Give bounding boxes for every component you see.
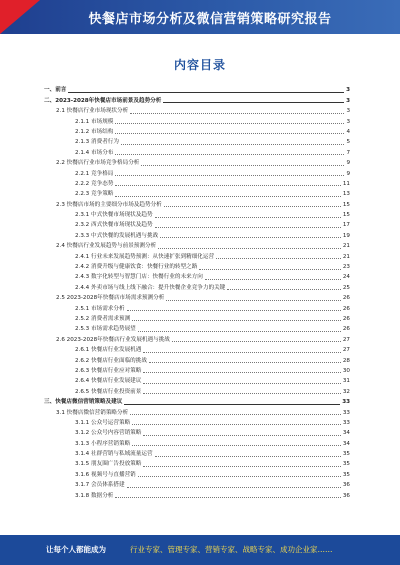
toc-entry-label: 3.1.8 数据分析 — [75, 492, 114, 499]
toc-entry-label: 2.2.1 竞争格局 — [75, 170, 114, 177]
toc-entry[interactable] — [44, 396, 350, 406]
toc-entry-page: 35 — [342, 461, 350, 468]
toc-entry-label: 三、快餐店微信营销策略及建议 — [44, 399, 123, 406]
toc-entry[interactable] — [44, 146, 350, 156]
toc-entry-page: 3 — [346, 108, 350, 115]
toc-leader-dots — [155, 217, 341, 218]
toc-entry[interactable] — [44, 281, 350, 291]
toc-entry-page: 33 — [342, 419, 350, 426]
toc-leader-dots — [158, 248, 341, 249]
toc-entry[interactable] — [44, 427, 350, 437]
toc-entry[interactable] — [44, 468, 350, 478]
toc-leader-dots — [115, 133, 344, 134]
toc-entry-page: 3 — [346, 97, 350, 104]
toc-entry[interactable] — [44, 136, 350, 146]
toc-entry-label: 2.3 快餐店市场的主要细分市场及趋势分析 — [56, 201, 162, 208]
toc-leader-dots — [143, 352, 341, 353]
toc-leader-dots — [227, 289, 341, 290]
toc-entry[interactable] — [44, 271, 350, 281]
toc-entry[interactable] — [44, 126, 350, 136]
toc-entry-page: 23 — [342, 264, 350, 271]
toc-entry-page: 30 — [342, 367, 350, 374]
toc-entry-page: 34 — [342, 440, 350, 447]
toc-entry[interactable] — [44, 84, 350, 94]
toc-entry-label: 2.3.2 西式快餐市场现状及趋势 — [75, 222, 153, 229]
toc-leader-dots — [205, 279, 341, 280]
toc-entry-page: 27 — [342, 347, 350, 354]
toc-entry-page: 26 — [342, 315, 350, 322]
toc-entry[interactable] — [44, 489, 350, 499]
toc-leader-dots — [164, 206, 341, 207]
toc-leader-dots — [115, 196, 340, 197]
footer-slogan-left: 让每个人都能成为 — [46, 545, 106, 554]
toc-entry[interactable] — [44, 157, 350, 167]
toc-entry-label: 2.5.1 市场需求分析 — [75, 305, 125, 312]
toc-entry[interactable] — [44, 198, 350, 208]
toc-entry[interactable] — [44, 417, 350, 427]
toc-entry-page: 35 — [342, 451, 350, 458]
toc-entry-page: 26 — [342, 326, 350, 333]
toc-entry[interactable] — [44, 94, 350, 104]
toc-entry-page: 24 — [342, 274, 350, 281]
toc-entry-label: 2.2.3 竞争策略 — [75, 191, 114, 198]
toc-entry[interactable] — [44, 385, 350, 395]
toc-entry-label: 2.2.2 竞争态势 — [75, 180, 114, 187]
toc-entry[interactable] — [44, 458, 350, 468]
toc-leader-dots — [115, 154, 344, 155]
toc-leader-dots — [160, 237, 341, 238]
toc-entry[interactable] — [44, 437, 350, 447]
toc-leader-dots — [149, 362, 341, 363]
toc-entry[interactable] — [44, 448, 350, 458]
toc-entry[interactable] — [44, 105, 350, 115]
toc-entry[interactable] — [44, 261, 350, 271]
toc-entry-page: 7 — [346, 149, 350, 156]
toc-entry[interactable] — [44, 250, 350, 260]
toc-leader-dots — [143, 372, 341, 373]
toc-leader-dots — [68, 92, 344, 93]
toc-entry[interactable] — [44, 375, 350, 385]
toc-entry-page: 34 — [342, 430, 350, 437]
toc-entry-page: 25 — [342, 284, 350, 291]
toc-leader-dots — [115, 175, 344, 176]
toc-leader-dots — [216, 258, 341, 259]
toc-entry-label: 2.3.3 中式快餐的发展机遇与挑战 — [75, 232, 159, 239]
toc-entry-label: 2.1 快餐店行业市场现状分析 — [56, 108, 129, 115]
toc-leader-dots — [143, 393, 341, 394]
header-banner — [0, 0, 400, 34]
toc-entry-label: 3.1.1 公众号运营策略 — [75, 419, 131, 426]
toc-entry-label: 2.1.1 市场规模 — [75, 118, 114, 125]
toc-entry[interactable] — [44, 292, 350, 302]
toc-entry-label: 2.5.3 市场需求趋势展望 — [75, 326, 136, 333]
toc-entry-label: 2.4.3 数字化转型与智慧门店：快餐行业的未来方向 — [75, 274, 203, 281]
footer-banner — [0, 535, 400, 565]
toc-entry[interactable] — [44, 240, 350, 250]
toc-entry-label: 2.2 快餐店行业市场竞争格局分析 — [56, 160, 140, 167]
toc-entry-page: 36 — [342, 482, 350, 489]
toc-leader-dots — [115, 185, 340, 186]
toc-leader-dots — [130, 113, 344, 114]
toc-leader-dots — [115, 497, 340, 498]
toc-entry-page: 17 — [342, 222, 350, 229]
toc-entry-page: 3 — [346, 87, 350, 94]
toc-leader-dots — [127, 487, 341, 488]
toc-entry-label: 2.6.5 快餐店行业投资前景 — [75, 388, 142, 395]
toc-entry-label: 3.1.4 社群营销与私域流量运营 — [75, 451, 153, 458]
toc-entry[interactable] — [44, 302, 350, 312]
toc-entry-label: 2.5 2023-2028年快餐店市场需求预测分析 — [56, 295, 165, 302]
toc-entry-page: 33 — [342, 399, 350, 406]
toc-leader-dots — [132, 320, 341, 321]
toc-leader-dots — [199, 269, 341, 270]
toc-entry-page: 21 — [342, 253, 350, 260]
toc-leader-dots — [155, 227, 341, 228]
toc-entry-page: 31 — [342, 378, 350, 385]
toc-entry[interactable] — [44, 479, 350, 489]
toc-entry-label: 2.3.1 中式快餐市场现状及趋势 — [75, 212, 153, 219]
toc-entry-page: 5 — [346, 139, 350, 146]
toc-entry[interactable] — [44, 178, 350, 188]
toc-entry-page: 11 — [342, 180, 350, 187]
toc-entry-label: 2.6.3 快餐店行业应对策略 — [75, 367, 142, 374]
toc-leader-dots — [155, 456, 341, 457]
toc-leader-dots — [115, 123, 344, 124]
toc-entry-label: 2.4 快餐店行业发展趋势与前景预测分析 — [56, 243, 157, 250]
toc-leader-dots — [143, 383, 341, 384]
toc-entry-label: 2.6.1 快餐店行业发展机遇 — [75, 347, 142, 354]
toc-entry-page: 26 — [342, 305, 350, 312]
toc-entry-page: 9 — [346, 170, 350, 177]
toc-leader-dots — [172, 341, 341, 342]
toc-entry-page: 35 — [342, 471, 350, 478]
toc-entry-label: 二、2023-2028年快餐店市场前景及趋势分析 — [44, 97, 162, 104]
toc-entry[interactable] — [44, 344, 350, 354]
toc-entry-label: 2.1.2 市场结构 — [75, 128, 114, 135]
toc-entry[interactable] — [44, 333, 350, 343]
toc-leader-dots — [138, 476, 341, 477]
toc-leader-dots — [141, 165, 344, 166]
toc-entry-label: 3.1.3 小程序营销策略 — [75, 440, 131, 447]
toc-entry-label: 一、前言 — [44, 87, 67, 94]
toc-leader-dots — [166, 300, 341, 301]
toc-entry[interactable] — [44, 167, 350, 177]
toc-entry[interactable] — [44, 115, 350, 125]
toc-entry-label: 2.4.1 行业未来发展趋势预测：从快速扩张到精细化运营 — [75, 253, 215, 260]
toc-entry-label: 3.1.6 视频号与直播营销 — [75, 471, 136, 478]
toc-entry[interactable] — [44, 229, 350, 239]
toc-entry-label: 2.6.2 快餐店行业面临的挑战 — [75, 357, 147, 364]
toc-entry-label: 2.6.4 快餐店行业发展建议 — [75, 378, 142, 385]
toc-entry[interactable] — [44, 219, 350, 229]
toc-entry[interactable] — [44, 313, 350, 323]
toc-entry-page: 19 — [342, 232, 350, 239]
table-of-contents — [44, 84, 350, 500]
toc-leader-dots — [121, 144, 344, 145]
toc-entry-page: 15 — [342, 201, 350, 208]
toc-entry-page: 32 — [342, 388, 350, 395]
toc-leader-dots — [132, 445, 341, 446]
toc-entry-page: 13 — [342, 191, 350, 198]
toc-leader-dots — [124, 404, 340, 405]
toc-entry-label: 2.1.4 市场分布 — [75, 149, 114, 156]
toc-entry-label: 3.1 快餐店微信营销策略分析 — [56, 409, 129, 416]
toc-entry-label: 2.4.4 外卖市场与线上线下融合：提升快餐企业竞争力的关键 — [75, 284, 226, 291]
toc-entry-label: 3.1.2 公众号内容营销策略 — [75, 430, 142, 437]
toc-leader-dots — [127, 310, 341, 311]
toc-entry-page: 21 — [342, 243, 350, 250]
toc-entry-page: 28 — [342, 357, 350, 364]
toc-leader-dots — [163, 102, 344, 103]
toc-entry-page: 9 — [346, 160, 350, 167]
report-title: 快餐店市场分析及微信营销策略研究报告 — [88, 12, 332, 27]
toc-entry-label: 2.6 2023-2028年快餐店行业发展机遇与挑战 — [56, 336, 170, 343]
toc-heading: 内容目录 — [173, 58, 226, 72]
toc-entry-label: 2.1.3 消费者行为 — [75, 139, 119, 146]
toc-entry-label: 3.1.7 会员体系搭建 — [75, 482, 125, 489]
toc-entry-page: 4 — [346, 128, 350, 135]
toc-entry-page: 27 — [342, 336, 350, 343]
toc-entry[interactable] — [44, 406, 350, 416]
toc-leader-dots — [143, 435, 341, 436]
toc-entry-page: 33 — [342, 409, 350, 416]
toc-entry[interactable] — [44, 209, 350, 219]
toc-leader-dots — [143, 466, 341, 467]
header-accent-triangle — [0, 0, 40, 34]
toc-leader-dots — [138, 331, 341, 332]
toc-entry-label: 2.4.2 消费升级与健康饮食：快餐行业的转型之路 — [75, 264, 198, 271]
toc-entry-page: 26 — [342, 295, 350, 302]
toc-entry-page: 36 — [342, 492, 350, 499]
toc-entry[interactable] — [44, 365, 350, 375]
toc-leader-dots — [132, 424, 341, 425]
footer-slogan-right: 行业专家、管理专家、营销专家、战略专家、成功企业家…… — [130, 545, 333, 554]
toc-entry-page: 3 — [346, 118, 350, 125]
toc-entry[interactable] — [44, 188, 350, 198]
toc-leader-dots — [130, 414, 341, 415]
toc-entry[interactable] — [44, 354, 350, 364]
toc-entry-page: 15 — [342, 212, 350, 219]
toc-entry-label: 2.5.2 消费者需求预测 — [75, 315, 131, 322]
toc-entry[interactable] — [44, 323, 350, 333]
toc-entry-label: 3.1.5 朋友圈广告投放策略 — [75, 461, 142, 468]
